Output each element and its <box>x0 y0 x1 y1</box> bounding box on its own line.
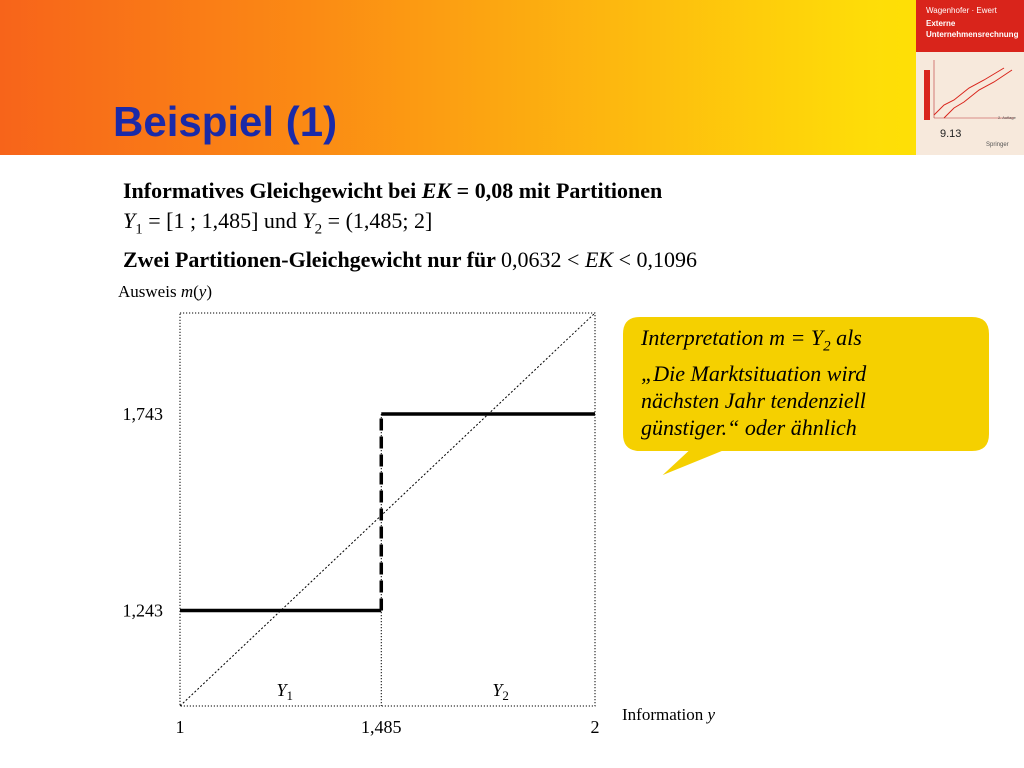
bubble-text <box>641 324 941 441</box>
y-tick-label-1: 1,743 <box>122 404 163 425</box>
bubble-line-3: nächsten Jahr tendenziell <box>641 388 866 414</box>
book-authors: Wagenhofer · Ewert <box>926 6 997 15</box>
page-title: Beispiel (1) <box>113 98 338 145</box>
partition-label-2: $Y_2$ <box>492 680 509 703</box>
x-axis-label: Information y <box>622 705 715 724</box>
text-line-3: Zwei Partitionen-Gleichgewicht nur für 0,0632 < EK < 0,1096 <box>123 247 698 272</box>
slide-number: 9.13 <box>940 128 962 140</box>
book-title-line1: Externe <box>926 19 956 28</box>
book-title-line2: Unternehmensrechnung <box>926 30 1019 39</box>
x-tick-label-2: 1,485 <box>361 717 402 737</box>
text-line-2: $Y_1 = [1$ ; 1,485] und $Y_2 = (1,485$; 2] <box>123 208 433 238</box>
partition-label-1: $Y_1$ <box>276 680 294 703</box>
x-tick-label-3: 2 <box>590 717 600 737</box>
bubble-line-2: „Die Marktsituation wird <box>641 361 867 387</box>
book-publisher: Springer <box>986 142 1009 148</box>
bubble-line-4: günstiger.“ oder ähnlich <box>641 415 857 441</box>
book-edition: 2. Auflage <box>998 115 1016 120</box>
text-line-1: Informatives Gleichgewicht bei EK = 0,08 mit Partitionen <box>123 178 663 203</box>
y-axis-label: Ausweis m(y) <box>118 282 212 301</box>
x-tick-label-1: 1 <box>175 717 185 737</box>
y-tick-label-2: 1,243 <box>122 600 163 621</box>
bubble-line-1: Interpretation $m = Y_2$ als <box>641 325 862 355</box>
